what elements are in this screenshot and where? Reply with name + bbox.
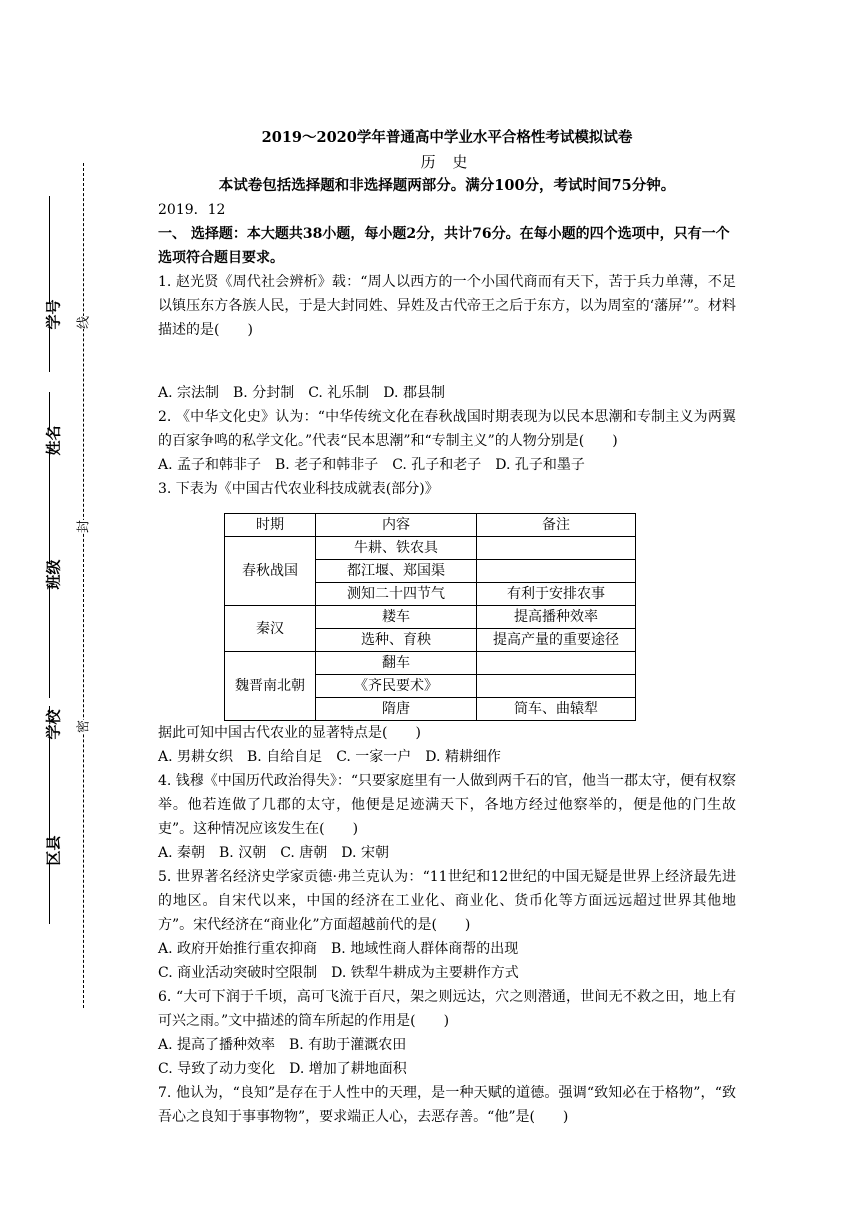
student-id-label: 学号	[38, 304, 62, 325]
district-field[interactable]	[38, 820, 62, 924]
question-2-options[interactable]: A. 孟子和韩非子 B. 老子和韩非子 C. 孔子和老子 D. 孔子和墨子	[158, 457, 585, 473]
table-cell-period: 魏晋南北朝	[225, 652, 316, 721]
question-1-stem: 1. 赵光贤《周代社会辨析》载：“周人以西方的一个小国代商而有天下，苦于兵力单薄，不足以镇压东方各族人民，于是大封同姓、异姓及古代帝王之后于东方，以为周室的‘藩屏’”。材料描述的是( )	[158, 274, 736, 338]
question-6-options-cd[interactable]: C. 导致了动力变化 D. 增加了耕地面积	[158, 1061, 407, 1077]
question-6-options-ab[interactable]: A. 提高了播种效率 B. 有助于灌溉农田	[158, 1037, 407, 1053]
question-1-options[interactable]: A. 宗法制 B. 分封制 C. 礼乐制 D. 郡县制	[158, 385, 445, 401]
table-cell: 测知二十四节气	[316, 583, 477, 606]
exam-title: 2019～2020学年普通高中学业水平合格性考试模拟试卷	[261, 129, 633, 146]
table-cell: 耧车	[316, 606, 477, 629]
question-5-stem: 5. 世界著名经济史学家贡德·弗兰克认为：“11世纪和12世纪的中国无疑是世界上经济最先进的地区。自宋代以来，中国的经济在工业化、商业化、货币化等方面远远超过世界其他地方”。宋代经济在“商业化”方面超越前代的是( )	[158, 869, 736, 933]
table-row	[225, 606, 636, 629]
table-cell: 都江堰、郑国渠	[316, 560, 477, 583]
table-cell: 选种、育秧	[316, 629, 477, 652]
table-header: 内容	[316, 514, 477, 537]
exam-date: 2019．12	[158, 202, 226, 218]
table-cell-period: 春秋战国	[225, 537, 316, 606]
binding-mark-line: 线	[74, 316, 94, 329]
question-2-stem: 2. 《中华文化史》认为：“中华传统文化在春秋战国时期表现为以民本思潮和专制主义为两翼的百家争鸣的私学文化。”代表“民本思潮”和“专制主义”的人物分别是( )	[158, 409, 736, 449]
agriculture-table	[224, 513, 636, 721]
table-cell	[477, 537, 636, 560]
table-cell	[477, 560, 636, 583]
question-3-stem: 3. 下表为《中国古代农业科技成就表(部分)》	[158, 481, 439, 497]
binding-mark-seal: 封	[74, 520, 94, 533]
table-header-row	[225, 514, 636, 537]
class-label: 班级	[38, 564, 62, 585]
table-cell: 有利于安排农事	[477, 583, 636, 606]
table-row	[225, 537, 636, 560]
student-id-field[interactable]	[38, 196, 62, 372]
school-label: 学校	[38, 714, 62, 735]
question-3-options[interactable]: A. 男耕女织 B. 自给自足 C. 一家一户 D. 精耕细作	[158, 749, 501, 765]
table-cell-period: 秦汉	[225, 606, 316, 652]
table-cell: 筒车、曲辕犁	[477, 698, 636, 721]
class-field[interactable]	[38, 548, 62, 698]
question-6-stem: 6. “大可下润于千顷，高可飞流于百尺，架之则远达，穴之则潜通，世间无不救之田，地上有可兴之雨。”文中描述的筒车所起的作用是( )	[158, 989, 736, 1029]
table-cell: 翻车	[316, 652, 477, 675]
binding-mark-secret: 密	[74, 720, 94, 733]
question-5-options-ab[interactable]: A. 政府开始推行重农抑商 B. 地域性商人群体商帮的出现	[158, 941, 519, 957]
question-3-prompt: 据此可知中国古代农业的显著特点是( )	[158, 725, 421, 741]
question-4-options[interactable]: A. 秦朝 B. 汉朝 C. 唐朝 D. 宋朝	[158, 845, 389, 861]
question-4-stem: 4. 钱穆《中国历代政治得失》：“只要家庭里有一人做到两千石的官，他当一郡太守，便有权察举。他若连做了几郡的太守，他便是足迹满天下，各地方经过他察举的，便是他的门生故吏”。这种情况应该发生在( )	[158, 773, 736, 837]
section-one-heading: 一、 选择题：本大题共38小题，每小题2分，共计76分。在每小题的四个选项中，只有一个选项符合题目要求。	[158, 226, 730, 266]
district-label: 区县	[38, 840, 62, 861]
table-row	[225, 652, 636, 675]
exam-intro: 本试卷包括选择题和非选择题两部分。满分100分，考试时间75分钟。	[218, 177, 676, 194]
question-7-stem: 7. 他认为，“良知”是存在于人性中的天理，是一种天赋的道德。强调“致知必在于格物”，“致吾心之良知于事事物物”，要求端正人心，去恶存善。“他”是( )	[158, 1085, 736, 1125]
binding-dashed-line	[83, 163, 84, 1008]
table-header: 时期	[225, 514, 316, 537]
table-cell	[477, 675, 636, 698]
table-cell: 隋唐	[316, 698, 477, 721]
exam-subject: 历 史	[420, 153, 474, 171]
table-cell: 提高播种效率	[477, 606, 636, 629]
table-cell	[477, 652, 636, 675]
table-cell: 牛耕、铁农具	[316, 537, 477, 560]
exam-content	[158, 126, 736, 1129]
table-header: 备注	[477, 514, 636, 537]
school-field[interactable]	[38, 706, 62, 836]
question-5-options-cd[interactable]: C. 商业活动突破时空限制 D. 铁犁牛耕成为主要耕作方式	[158, 965, 519, 981]
name-label: 姓名	[38, 430, 62, 451]
table-cell: 提高产量的重要途径	[477, 629, 636, 652]
name-field[interactable]	[38, 392, 62, 556]
table-cell: 《齐民要术》	[316, 675, 477, 698]
